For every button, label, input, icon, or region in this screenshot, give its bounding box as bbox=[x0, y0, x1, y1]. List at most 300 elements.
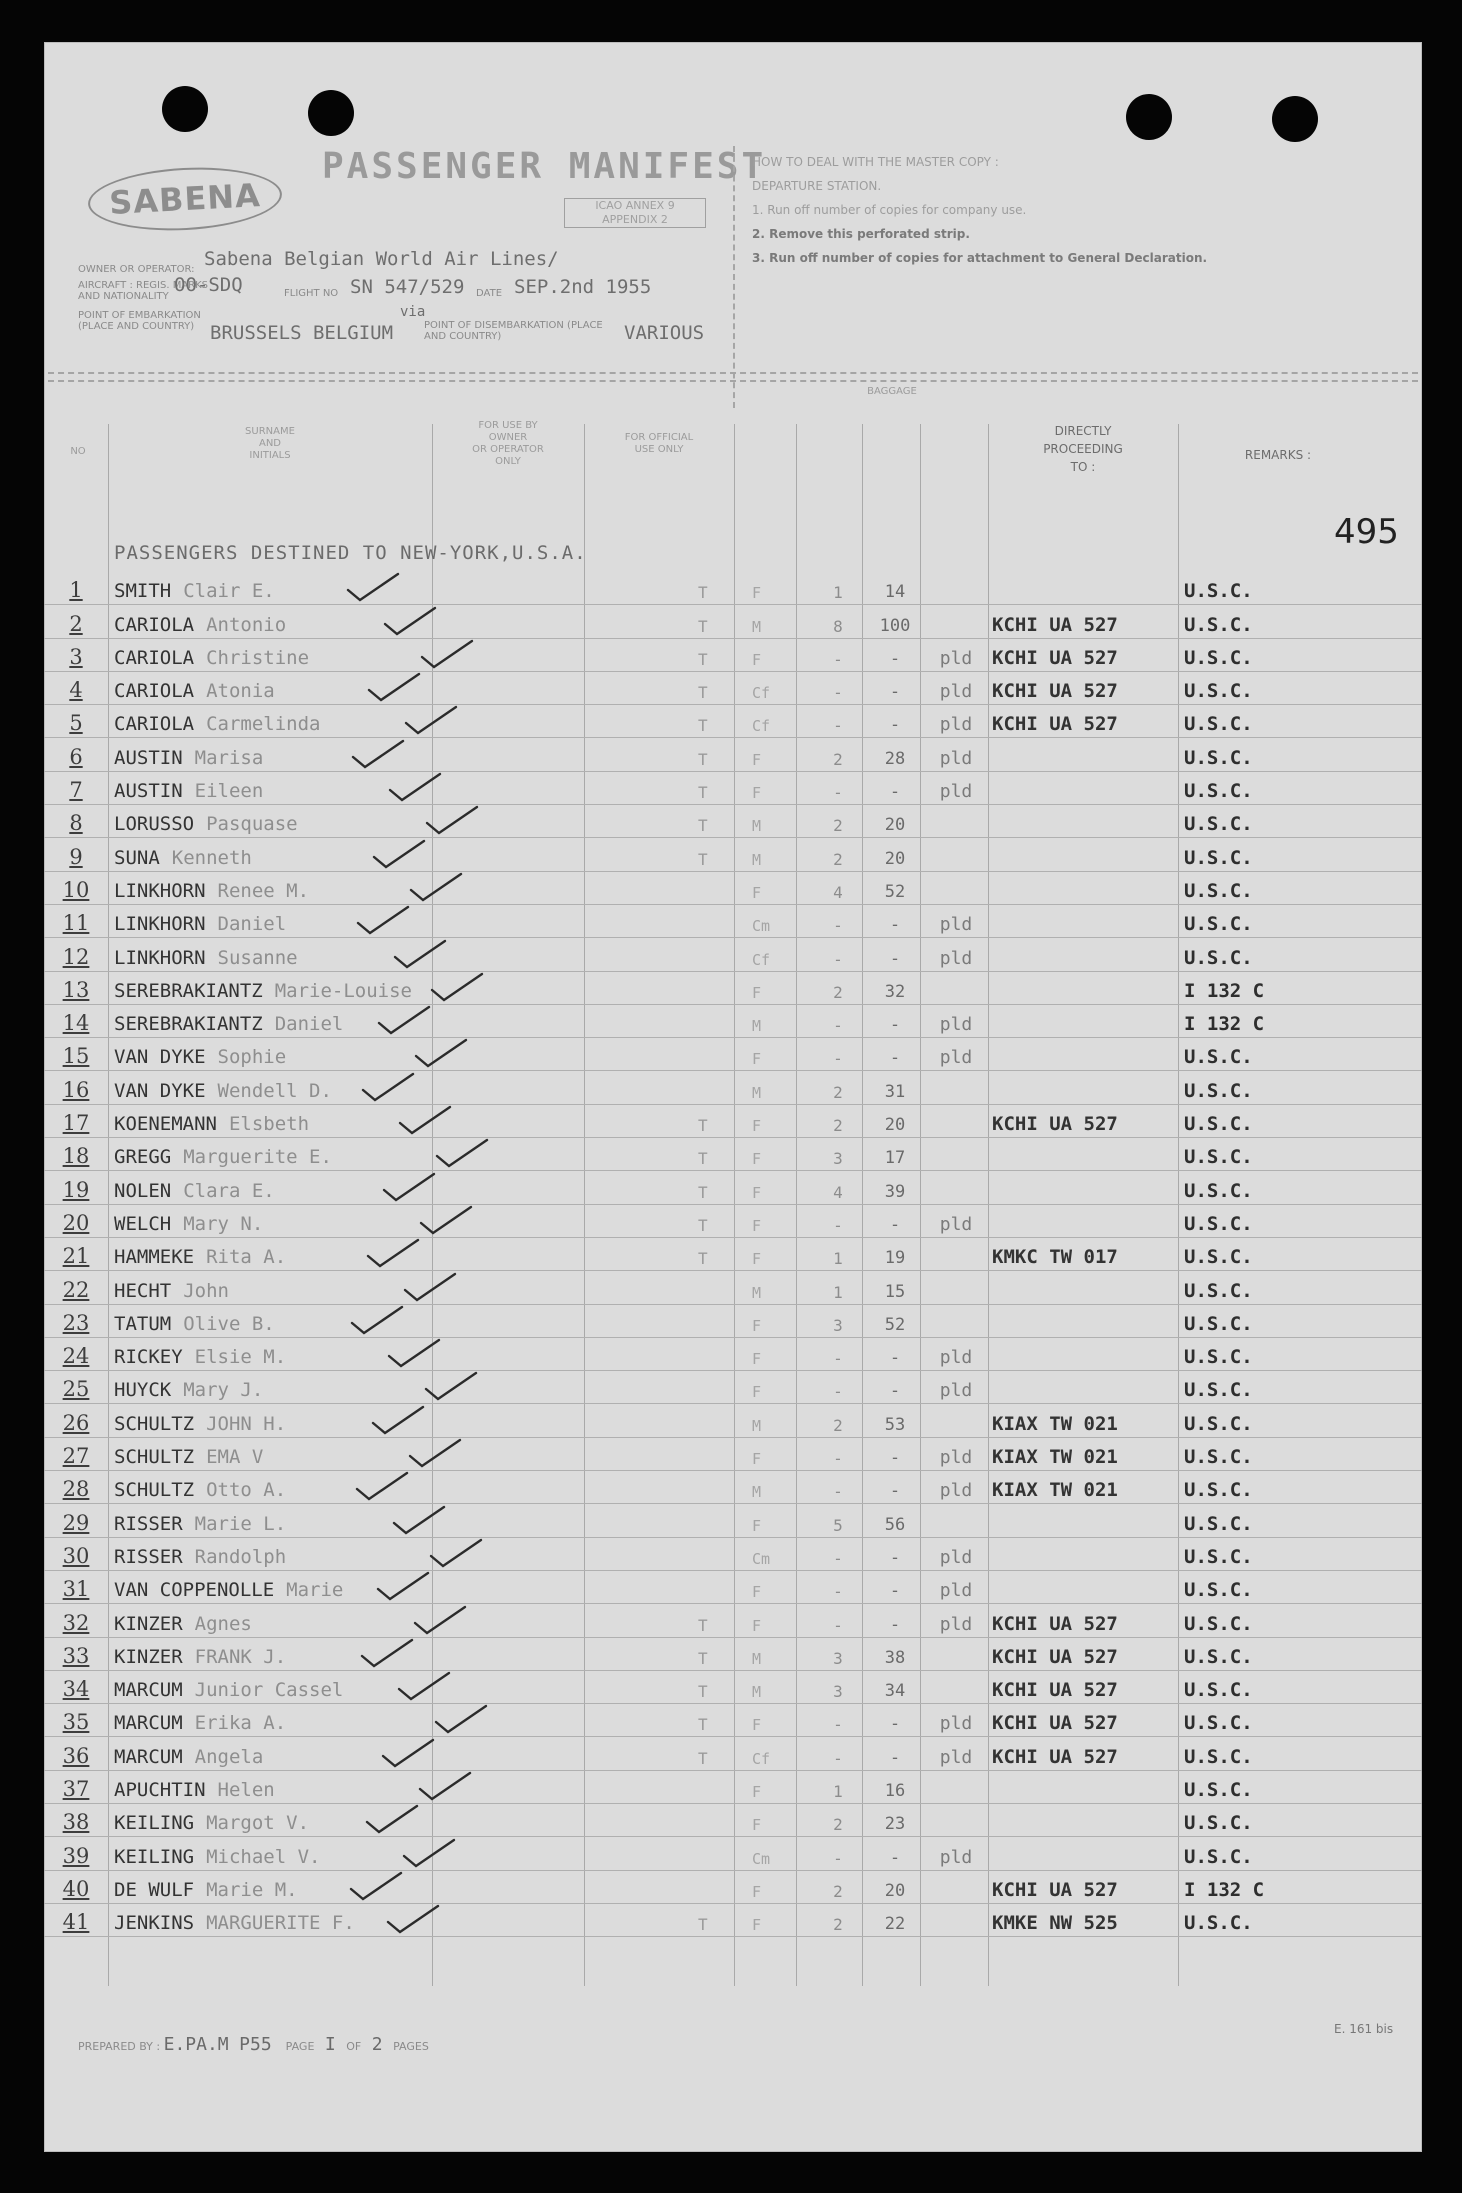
cell-surname: CARIOLA bbox=[114, 680, 195, 703]
check-mark-icon bbox=[354, 905, 412, 935]
cell-wt: 20 bbox=[884, 1880, 906, 1901]
cell-pcs: 2 bbox=[833, 849, 843, 869]
cell-pcs: 2 bbox=[833, 1415, 843, 1435]
table-row bbox=[44, 1438, 1422, 1471]
check-mark-icon bbox=[411, 1605, 469, 1635]
table-row bbox=[44, 972, 1422, 1005]
cell-name bbox=[114, 680, 275, 702]
cell-name bbox=[114, 1646, 286, 1668]
cell-cat: F bbox=[752, 1816, 762, 1835]
cell-cat: F bbox=[752, 1450, 762, 1469]
cell-no: 34 bbox=[62, 1677, 90, 1702]
cell-surname: HAMMEKE bbox=[114, 1246, 195, 1269]
cell-dir: KCHI UA 527 bbox=[992, 646, 1118, 669]
cell-pld: pld bbox=[939, 1746, 973, 1768]
cell-cat: F bbox=[752, 1716, 762, 1735]
cell-rem: U.S.C. bbox=[1184, 1113, 1253, 1136]
cell-cat: F bbox=[752, 1216, 762, 1235]
cell-wt: 16 bbox=[884, 1780, 906, 1801]
code-value: P55 bbox=[239, 2034, 272, 2055]
cell-given-name: Daniel bbox=[274, 1013, 344, 1036]
cell-name bbox=[114, 1180, 275, 1202]
cell-cat: M bbox=[752, 817, 762, 836]
cell-dir: KMKC TW 017 bbox=[992, 1246, 1118, 1269]
cell-sex: T bbox=[698, 1215, 708, 1235]
cell-no: 7 bbox=[69, 778, 83, 803]
cell-wt: - bbox=[889, 1847, 901, 1868]
cell-surname: SUNA bbox=[114, 846, 160, 869]
table-row bbox=[44, 1404, 1422, 1437]
cell-no: 39 bbox=[62, 1843, 90, 1868]
cell-surname: SCHULTZ bbox=[114, 1412, 195, 1435]
check-mark-icon bbox=[374, 1571, 432, 1601]
cell-no: 10 bbox=[62, 877, 90, 902]
table-row bbox=[44, 1671, 1422, 1704]
check-mark-icon bbox=[347, 1871, 405, 1901]
cell-no: 14 bbox=[62, 1011, 90, 1036]
cell-pcs: 3 bbox=[833, 1315, 843, 1335]
cell-cat: Cf bbox=[752, 684, 771, 703]
cell-given-name: Renee M. bbox=[217, 879, 310, 902]
cell-surname: LINKHORN bbox=[114, 913, 206, 936]
cell-sex: T bbox=[698, 683, 708, 703]
of-label: OF bbox=[346, 2040, 362, 2053]
check-mark-icon bbox=[423, 805, 481, 835]
cell-sex: T bbox=[698, 783, 708, 803]
cell-no: 28 bbox=[62, 1477, 90, 1502]
cell-pcs: - bbox=[833, 916, 843, 936]
check-mark-icon bbox=[380, 1172, 438, 1202]
cell-given-name: Elsie M. bbox=[194, 1346, 287, 1369]
cell-pld: pld bbox=[939, 1480, 973, 1502]
cell-name bbox=[114, 1679, 343, 1701]
cell-rem: I 132 C bbox=[1184, 1013, 1265, 1036]
cell-given-name: Christine bbox=[206, 646, 310, 669]
cell-name bbox=[114, 1280, 229, 1302]
header-separator bbox=[48, 380, 1418, 382]
cell-name bbox=[114, 1379, 263, 1401]
cell-pcs: 2 bbox=[833, 1082, 843, 1102]
cell-no: 6 bbox=[69, 744, 83, 769]
table-row bbox=[44, 1371, 1422, 1404]
cell-cat: F bbox=[752, 1150, 762, 1169]
check-mark-icon bbox=[391, 939, 449, 969]
cell-pcs: 2 bbox=[833, 1915, 843, 1935]
cell-cat: F bbox=[752, 1250, 762, 1269]
cell-pcs: 1 bbox=[833, 1282, 843, 1302]
cell-given-name: John bbox=[183, 1279, 229, 1302]
check-mark-icon bbox=[412, 1038, 470, 1068]
cell-surname: VAN COPPENOLLE bbox=[114, 1579, 275, 1602]
cell-rem: U.S.C. bbox=[1184, 1612, 1253, 1635]
check-mark-icon bbox=[359, 1072, 417, 1102]
punch-hole bbox=[1272, 96, 1318, 142]
cell-name bbox=[114, 1513, 286, 1535]
cell-rem: U.S.C. bbox=[1184, 1379, 1253, 1402]
cell-given-name: Clair E. bbox=[183, 580, 275, 603]
cell-cat: M bbox=[752, 850, 762, 869]
cell-dir: KCHI UA 527 bbox=[992, 1679, 1118, 1702]
cell-sex: T bbox=[698, 816, 708, 836]
cell-no: 22 bbox=[62, 1277, 90, 1302]
cell-wt: - bbox=[889, 1481, 901, 1502]
cell-no: 36 bbox=[62, 1743, 90, 1768]
cell-pld: pld bbox=[939, 1347, 973, 1369]
prepared-value: E.PA.M bbox=[163, 2034, 229, 2055]
cell-given-name: Marie bbox=[286, 1579, 344, 1602]
cell-cat: Cm bbox=[752, 1549, 771, 1568]
cell-cat: M bbox=[752, 1483, 762, 1502]
cell-pcs: 1 bbox=[833, 583, 843, 603]
cell-surname: VAN DYKE bbox=[114, 1046, 206, 1069]
cell-pcs: - bbox=[833, 1449, 843, 1469]
col-official-use: FOR OFFICIAL USE ONLY bbox=[624, 432, 694, 455]
check-mark-icon bbox=[369, 1405, 427, 1435]
cell-surname: GREGG bbox=[114, 1146, 172, 1169]
table-row bbox=[44, 772, 1422, 805]
cell-rem: U.S.C. bbox=[1184, 1279, 1253, 1302]
owner-value: Sabena Belgian World Air Lines/ bbox=[204, 248, 559, 270]
cell-surname: MARCUM bbox=[114, 1745, 183, 1768]
col-directly-proceeding: DIRECTLY PROCEEDING TO : bbox=[1043, 424, 1123, 474]
cell-pld: pld bbox=[939, 1713, 973, 1735]
cell-name bbox=[114, 1346, 286, 1368]
cell-wt: 32 bbox=[884, 981, 906, 1002]
cell-wt: - bbox=[889, 1381, 901, 1402]
cell-name bbox=[114, 1246, 286, 1268]
check-mark-icon bbox=[428, 972, 486, 1002]
cell-surname: LINKHORN bbox=[114, 879, 206, 902]
footer bbox=[78, 2034, 429, 2055]
cell-rem: U.S.C. bbox=[1184, 1346, 1253, 1369]
cell-wt: 20 bbox=[884, 1115, 906, 1136]
table-row bbox=[44, 838, 1422, 871]
cell-surname: RISSER bbox=[114, 1545, 183, 1568]
cell-pld: pld bbox=[939, 1014, 973, 1036]
cell-rem: U.S.C. bbox=[1184, 1179, 1253, 1202]
cell-wt: - bbox=[889, 1214, 901, 1235]
icao-box: ICAO ANNEX 9 APPENDIX 2 bbox=[564, 198, 706, 228]
cell-dir: KCHI UA 527 bbox=[992, 1745, 1118, 1768]
cell-wt: 28 bbox=[884, 748, 906, 769]
cell-wt: 53 bbox=[884, 1414, 906, 1435]
cell-surname: NOLEN bbox=[114, 1179, 172, 1202]
cell-given-name: Olive B. bbox=[183, 1312, 275, 1335]
cell-rem: I 132 C bbox=[1184, 979, 1265, 1002]
cell-pcs: - bbox=[833, 1615, 843, 1635]
cell-cat: F bbox=[752, 1183, 762, 1202]
flight-label: FLIGHT NO bbox=[284, 288, 339, 299]
cell-pcs: 2 bbox=[833, 1881, 843, 1901]
cell-wt: - bbox=[889, 715, 901, 736]
cell-name bbox=[114, 1546, 286, 1568]
date-label: DATE bbox=[476, 288, 503, 299]
cell-cat: M bbox=[752, 1083, 762, 1102]
check-mark-icon bbox=[432, 1704, 490, 1734]
cell-wt: 52 bbox=[884, 881, 906, 902]
cell-pcs: - bbox=[833, 1582, 843, 1602]
table-row bbox=[44, 1904, 1422, 1937]
cell-name bbox=[114, 1313, 275, 1335]
check-mark-icon bbox=[379, 1738, 437, 1768]
cell-name bbox=[114, 1613, 252, 1635]
embark-value: BRUSSELS BELGIUM bbox=[210, 322, 394, 344]
cell-wt: - bbox=[889, 1048, 901, 1069]
cell-pcs: - bbox=[833, 1548, 843, 1568]
check-mark-icon bbox=[353, 1471, 411, 1501]
pages-label: PAGES bbox=[393, 2040, 429, 2053]
check-mark-icon bbox=[363, 1804, 421, 1834]
cell-name bbox=[114, 947, 298, 969]
cell-given-name: Rita A. bbox=[206, 1246, 287, 1269]
check-mark-icon bbox=[384, 1904, 442, 1934]
cell-rem: U.S.C. bbox=[1184, 946, 1253, 969]
cell-name bbox=[114, 1779, 275, 1801]
cell-given-name: Junior Cassel bbox=[194, 1679, 344, 1702]
punch-hole bbox=[308, 90, 354, 136]
cell-cat: M bbox=[752, 1416, 762, 1435]
table-row bbox=[44, 605, 1422, 638]
check-mark-icon bbox=[365, 672, 423, 702]
cell-rem: I 132 C bbox=[1184, 1878, 1265, 1901]
cell-no: 11 bbox=[62, 911, 90, 936]
table-row bbox=[44, 1538, 1422, 1571]
cell-cat: F bbox=[752, 1882, 762, 1901]
cell-given-name: Randolph bbox=[194, 1545, 287, 1568]
cell-no: 37 bbox=[62, 1776, 90, 1801]
cell-no: 16 bbox=[62, 1077, 90, 1102]
cell-no: 31 bbox=[62, 1577, 90, 1602]
cell-given-name: Susanne bbox=[217, 946, 298, 969]
cell-cat: M bbox=[752, 1649, 762, 1668]
cell-wt: 20 bbox=[884, 848, 906, 869]
cell-rem: U.S.C. bbox=[1184, 613, 1253, 636]
check-mark-icon bbox=[407, 872, 465, 902]
cell-pld: pld bbox=[939, 1846, 973, 1868]
table-row bbox=[44, 1005, 1422, 1038]
cell-name bbox=[114, 713, 320, 735]
cell-cat: F bbox=[752, 1316, 762, 1335]
table-row bbox=[44, 672, 1422, 705]
cell-rem: U.S.C. bbox=[1184, 780, 1253, 803]
cell-sex: T bbox=[698, 1915, 708, 1935]
cell-sex: T bbox=[698, 616, 708, 636]
cell-sex: T bbox=[698, 1116, 708, 1136]
instructions: HOW TO DEAL WITH THE MASTER COPY : DEPARTURE STATION. 1. Run off number of copies for company use. 2. Remove this perforated strip. 3. Run off number of copies for attachment to General Declaration. bbox=[752, 155, 1208, 265]
cell-rem: U.S.C. bbox=[1184, 1745, 1253, 1768]
disembark-value: VARIOUS bbox=[624, 322, 705, 344]
cell-name bbox=[114, 1113, 309, 1135]
table-row bbox=[44, 1071, 1422, 1104]
cell-wt: - bbox=[889, 1448, 901, 1469]
cell-wt: 100 bbox=[879, 615, 911, 636]
cell-given-name: Clara E. bbox=[183, 1179, 275, 1202]
embark-label: POINT OF EMBARKATION (PLACE AND COUNTRY) bbox=[78, 310, 201, 332]
cell-given-name: Atonia bbox=[206, 680, 275, 703]
cell-name bbox=[114, 1446, 263, 1468]
date-value: SEP.2nd 1955 bbox=[514, 276, 652, 298]
cell-surname: RISSER bbox=[114, 1512, 183, 1535]
cell-cat: F bbox=[752, 584, 762, 603]
table-row bbox=[44, 1737, 1422, 1770]
form-number: E. 161 bis bbox=[1334, 2022, 1394, 2036]
cell-wt: 34 bbox=[884, 1681, 906, 1702]
cell-pcs: 3 bbox=[833, 1149, 843, 1169]
cell-pld: pld bbox=[939, 747, 973, 769]
cell-no: 5 bbox=[69, 711, 83, 736]
table-row bbox=[44, 1604, 1422, 1637]
table-row bbox=[44, 1704, 1422, 1737]
cell-rem: U.S.C. bbox=[1184, 646, 1253, 669]
cell-surname: VAN DYKE bbox=[114, 1079, 206, 1102]
cell-pld: pld bbox=[939, 947, 973, 969]
cell-given-name: Sophie bbox=[217, 1046, 287, 1069]
cell-no: 41 bbox=[62, 1910, 90, 1935]
cell-rem: U.S.C. bbox=[1184, 1412, 1253, 1435]
cell-pcs: - bbox=[833, 1748, 843, 1768]
col-baggage: BAGGAGE bbox=[867, 386, 917, 397]
cell-given-name: EMA V bbox=[206, 1446, 264, 1469]
cell-rem: U.S.C. bbox=[1184, 1812, 1253, 1835]
cell-cat: M bbox=[752, 1683, 762, 1702]
cell-rem: U.S.C. bbox=[1184, 1479, 1253, 1502]
cell-rem: U.S.C. bbox=[1184, 846, 1253, 869]
cell-pcs: - bbox=[833, 1482, 843, 1502]
check-mark-icon bbox=[364, 1238, 422, 1268]
check-mark-icon bbox=[381, 606, 439, 636]
cell-given-name: Otto A. bbox=[206, 1479, 287, 1502]
cell-cat: Cf bbox=[752, 1749, 771, 1768]
manifest-title: PASSENGER MANIFEST bbox=[322, 146, 767, 187]
cell-given-name: Daniel bbox=[217, 913, 287, 936]
check-mark-icon bbox=[402, 705, 460, 735]
cell-given-name: FRANK J. bbox=[194, 1645, 287, 1668]
check-mark-icon bbox=[401, 1272, 459, 1302]
cell-surname: SCHULTZ bbox=[114, 1479, 195, 1502]
table-row bbox=[44, 905, 1422, 938]
cell-cat: Cf bbox=[752, 950, 771, 969]
cell-rem: U.S.C. bbox=[1184, 1545, 1253, 1568]
table-row bbox=[44, 1837, 1422, 1870]
cell-pld: pld bbox=[939, 1447, 973, 1469]
table-row bbox=[44, 705, 1422, 738]
cell-no: 15 bbox=[62, 1044, 90, 1069]
cell-name bbox=[114, 980, 412, 1002]
cell-dir: KCHI UA 527 bbox=[992, 1878, 1118, 1901]
cell-given-name: Marguerite E. bbox=[183, 1146, 332, 1169]
cell-cat: M bbox=[752, 617, 762, 636]
cell-sex: T bbox=[698, 649, 708, 669]
cell-dir: KCHI UA 527 bbox=[992, 713, 1118, 736]
cell-sex: T bbox=[698, 1182, 708, 1202]
cell-cat: F bbox=[752, 784, 762, 803]
cell-surname: JENKINS bbox=[114, 1912, 195, 1935]
cell-no: 8 bbox=[69, 811, 83, 836]
cell-rem: U.S.C. bbox=[1184, 1645, 1253, 1668]
cell-pld: pld bbox=[939, 1380, 973, 1402]
col-name: SURNAME AND INITIALS bbox=[245, 426, 295, 461]
check-mark-icon bbox=[396, 1105, 454, 1135]
cell-pcs: 2 bbox=[833, 982, 843, 1002]
owner-label: OWNER OR OPERATOR: bbox=[78, 264, 195, 275]
cell-no: 18 bbox=[62, 1144, 90, 1169]
check-mark-icon bbox=[375, 1005, 433, 1035]
cell-given-name: Agnes bbox=[194, 1612, 252, 1635]
cell-dir: KIAX TW 021 bbox=[992, 1412, 1118, 1435]
cell-given-name: Margot V. bbox=[206, 1812, 310, 1835]
cell-cat: F bbox=[752, 1117, 762, 1136]
table-row bbox=[44, 738, 1422, 771]
table-row bbox=[44, 1804, 1422, 1837]
punch-hole bbox=[1126, 94, 1172, 140]
cell-given-name: MARGUERITE F. bbox=[206, 1912, 355, 1935]
cell-wt: - bbox=[889, 1614, 901, 1635]
cell-rem: U.S.C. bbox=[1184, 1146, 1253, 1169]
cell-name bbox=[114, 880, 309, 902]
cell-pcs: 4 bbox=[833, 1182, 843, 1202]
cell-no: 13 bbox=[62, 977, 90, 1002]
cell-pcs: - bbox=[833, 1848, 843, 1868]
cell-no: 3 bbox=[69, 644, 83, 669]
check-mark-icon bbox=[427, 1538, 485, 1568]
cell-wt: - bbox=[889, 1015, 901, 1036]
check-mark-icon bbox=[386, 772, 444, 802]
cell-surname: KINZER bbox=[114, 1645, 183, 1668]
cell-no: 27 bbox=[62, 1444, 90, 1469]
cell-surname: MARCUM bbox=[114, 1679, 183, 1702]
disembark-label: POINT OF DISEMBARKATION (PLACE AND COUNTRY) bbox=[424, 320, 603, 342]
cell-wt: 39 bbox=[884, 1181, 906, 1202]
cell-rem: U.S.C. bbox=[1184, 913, 1253, 936]
cell-pcs: - bbox=[833, 1715, 843, 1735]
cell-wt: 23 bbox=[884, 1814, 906, 1835]
cell-name bbox=[114, 1879, 298, 1901]
cell-dir: KMKE NW 525 bbox=[992, 1912, 1118, 1935]
cell-no: 19 bbox=[62, 1177, 90, 1202]
col-owner-use: FOR USE BY OWNER OR OPERATOR ONLY bbox=[472, 420, 544, 467]
cell-no: 12 bbox=[62, 944, 90, 969]
cell-name bbox=[114, 1213, 263, 1235]
cell-pld: pld bbox=[939, 1546, 973, 1568]
table-row bbox=[44, 1571, 1422, 1604]
cell-wt: - bbox=[889, 948, 901, 969]
cell-name bbox=[114, 1413, 286, 1435]
table-row bbox=[44, 639, 1422, 672]
cell-given-name: Eileen bbox=[194, 780, 264, 803]
cell-wt: - bbox=[889, 682, 901, 703]
check-mark-icon bbox=[390, 1505, 448, 1535]
cell-no: 30 bbox=[62, 1543, 90, 1568]
check-mark-icon bbox=[418, 639, 476, 669]
cell-pcs: 8 bbox=[833, 616, 843, 636]
cell-wt: - bbox=[889, 915, 901, 936]
cell-no: 17 bbox=[62, 1111, 90, 1136]
cell-pcs: - bbox=[833, 649, 843, 669]
cell-cat: Cm bbox=[752, 1849, 771, 1868]
table-row bbox=[44, 1138, 1422, 1171]
cell-wt: 14 bbox=[884, 582, 906, 603]
table-row bbox=[44, 938, 1422, 971]
cell-given-name: Elsbeth bbox=[228, 1113, 310, 1136]
of-value: 2 bbox=[371, 2034, 383, 2055]
cell-wt: 19 bbox=[884, 1248, 906, 1269]
check-mark-icon bbox=[422, 1371, 480, 1401]
cell-rem: U.S.C. bbox=[1184, 1312, 1253, 1335]
cell-rem: U.S.C. bbox=[1184, 1579, 1253, 1602]
cell-name bbox=[114, 1579, 343, 1601]
cell-pld: pld bbox=[939, 1047, 973, 1069]
aircraft-label: AIRCRAFT : REGIS. MARKS AND NATIONALITY bbox=[78, 280, 209, 302]
